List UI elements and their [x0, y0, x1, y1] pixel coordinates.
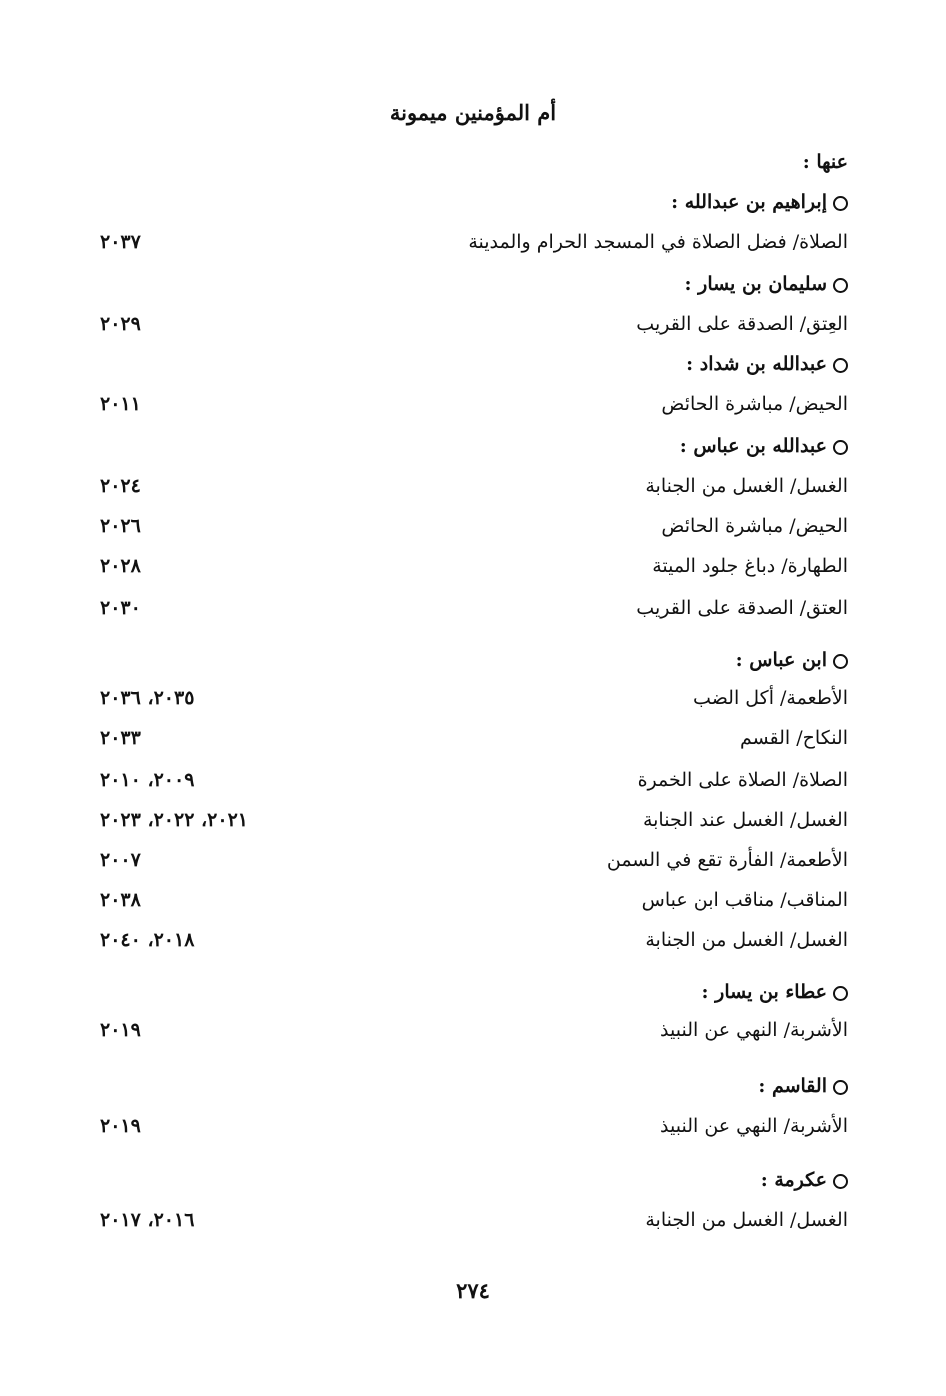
entry-refs: ٢٠٢٨ — [100, 555, 141, 577]
page-title: أم المؤمنين ميمونة — [389, 100, 557, 125]
narrator-line — [100, 186, 848, 218]
entry-topic: الأطعمة/ الفأرة تقع في السمن — [606, 849, 848, 871]
hollow-circle-icon — [833, 278, 848, 293]
index-entry — [100, 682, 848, 714]
entry-refs: ٢٠٠٩، ٢٠١٠ — [100, 769, 195, 791]
narrator-line — [100, 1164, 848, 1196]
intro-label: عنها : — [802, 151, 848, 173]
hollow-circle-icon — [833, 196, 848, 211]
entry-refs: ٢٠١٩ — [100, 1115, 141, 1137]
entry-topic: العِتق/ الصدقة على القريب — [636, 313, 848, 335]
narrator-line — [100, 268, 848, 300]
hollow-circle-icon — [833, 1080, 848, 1095]
index-entry — [100, 510, 848, 542]
entry-refs: ٢٠١٩ — [100, 1019, 141, 1041]
narrator-name: عبدالله بن شداد : — [686, 353, 827, 375]
narrator-name: عطاء بن يسار : — [701, 981, 827, 1003]
entry-topic: النكاح/ القسم — [739, 727, 848, 749]
entry-topic: الغسل/ الغسل عند الجنابة — [642, 809, 848, 831]
entry-topic: المناقب/ مناقب ابن عباس — [641, 889, 848, 911]
narrator-line — [100, 430, 848, 462]
entry-topic: العتق/ الصدقة على القريب — [636, 597, 848, 619]
entry-refs: ٢٠٢٩ — [100, 313, 141, 335]
entry-topic: الصلاة/ الصلاة على الخمرة — [637, 769, 848, 791]
narrator-line — [100, 348, 848, 380]
entry-refs: ٢٠٢٤ — [100, 475, 141, 497]
entry-refs: ٢٠٠٧ — [100, 849, 141, 871]
index-entry — [100, 722, 848, 754]
hollow-circle-icon — [833, 654, 848, 669]
entry-refs: ٢٠١٨، ٢٠٤٠ — [100, 929, 195, 951]
entry-refs: ٢٠٢١، ٢٠٢٢، ٢٠٢٣ — [100, 809, 248, 831]
hollow-circle-icon — [833, 440, 848, 455]
narrator-line — [100, 1070, 848, 1102]
intro-line — [100, 146, 848, 178]
hollow-circle-icon — [833, 358, 848, 373]
narrator-name: عبدالله بن عباس : — [679, 435, 827, 457]
hollow-circle-icon — [833, 1174, 848, 1189]
entry-refs: ٢٠٢٦ — [100, 515, 141, 537]
entry-refs: ٢٠٣٨ — [100, 889, 141, 911]
entry-topic: الغسل/ الغسل من الجنابة — [645, 1209, 848, 1231]
entry-topic: الصلاة/ فضل الصلاة في المسجد الحرام والمدينة — [468, 231, 848, 253]
index-entry — [100, 1204, 848, 1236]
index-entry — [100, 804, 848, 836]
entry-topic: الغسل/ الغسل من الجنابة — [645, 929, 848, 951]
index-entry — [100, 550, 848, 582]
entry-refs: ٢٠١١ — [100, 393, 141, 415]
index-entry — [100, 592, 848, 624]
entry-topic: الغسل/ الغسل من الجنابة — [645, 475, 848, 497]
index-entry — [100, 1014, 848, 1046]
index-entry — [100, 226, 848, 258]
narrator-line — [100, 644, 848, 676]
entry-refs: ٢٠٣٠ — [100, 597, 141, 619]
index-entry — [100, 844, 848, 876]
page-number: ٢٧٤ — [456, 1278, 490, 1303]
index-entry — [100, 388, 848, 420]
narrator-name: سليمان بن يسار : — [684, 273, 827, 295]
entry-topic: الأشربة/ النهي عن النبيذ — [660, 1019, 848, 1041]
entry-refs: ٢٠٣٣ — [100, 727, 141, 749]
index-entry — [100, 924, 848, 956]
narrator-name: إبراهيم بن عبدالله : — [671, 191, 827, 213]
index-entry — [100, 764, 848, 796]
entry-topic: الحيض/ مباشرة الحائض — [661, 515, 848, 537]
entry-refs: ٢٠١٦، ٢٠١٧ — [100, 1209, 195, 1231]
entry-refs: ٢٠٣٧ — [100, 231, 141, 253]
entry-refs: ٢٠٣٥، ٢٠٣٦ — [100, 687, 195, 709]
index-entry — [100, 308, 848, 340]
index-entry — [100, 1110, 848, 1142]
narrator-name: القاسم : — [758, 1075, 827, 1097]
entry-topic: الأشربة/ النهي عن النبيذ — [660, 1115, 848, 1137]
entry-topic: الحيض/ مباشرة الحائض — [661, 393, 848, 415]
narrator-name: عكرمة : — [760, 1169, 827, 1191]
entry-topic: الطهارة/ دباغ جلود الميتة — [652, 555, 848, 577]
narrator-line — [100, 976, 848, 1008]
entry-topic: الأطعمة/ أكل الضب — [693, 687, 848, 709]
index-entry — [100, 884, 848, 916]
index-entry — [100, 470, 848, 502]
hollow-circle-icon — [833, 986, 848, 1001]
narrator-name: ابن عباس : — [735, 649, 827, 671]
